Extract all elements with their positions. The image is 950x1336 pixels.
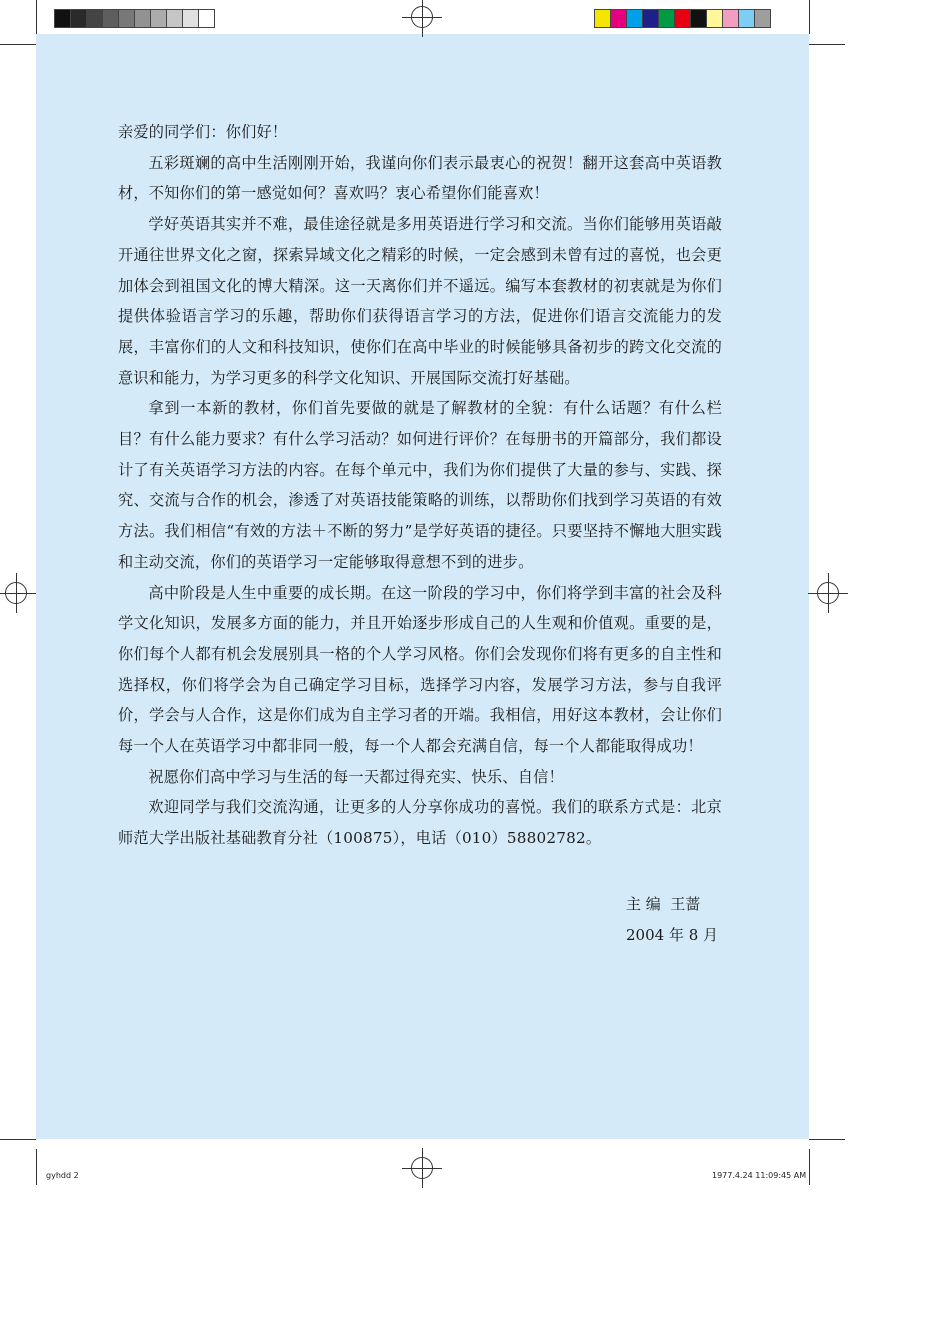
- crop-mark: [809, 1139, 845, 1140]
- editor-role: 主 编: [626, 895, 661, 913]
- color-calibration-bar: [594, 9, 770, 28]
- crop-mark: [809, 44, 845, 45]
- letter-date: 2004 年 8 月: [626, 926, 719, 944]
- color-swatch: [690, 9, 707, 28]
- gray-swatch: [102, 9, 119, 28]
- letter-paragraph: 五彩斑斓的高中生活刚刚开始，我谨向你们表示最衷心的祝贺！翻开这套高中英语教材，不知你们的第一感觉如何？喜欢吗？衷心希望你们能喜欢！: [118, 153, 722, 203]
- color-swatch: [610, 9, 627, 28]
- gray-swatch: [166, 9, 183, 28]
- registration-mark-icon: [5, 582, 27, 604]
- editor-name: 王蔷: [670, 895, 701, 913]
- print-slug-left: gyhdd 2: [46, 1171, 79, 1180]
- color-swatch: [738, 9, 755, 28]
- gray-swatch: [86, 9, 103, 28]
- letter-paragraph: 拿到一本新的教材，你们首先要做的就是了解教材的全貌：有什么话题？有什么栏目？有什么能力要求？有什么学习活动？如何进行评价？在每册书的开篇部分，我们都设计了有关英语学习方法的内容。在每个单元中，我们为你们提供了大量的参与、实践、探究、交流与合作的机会，渗透了对英语技能策略的训练，以帮助你们找到学习英语的有效方法。我们相信“有效的方法＋不断的努力”是学好英语的捷径。只要坚持不懈地大胆实践和主动交流，你们的英语学习一定能够取得意想不到的进步。: [118, 399, 722, 571]
- grayscale-calibration-bar: [54, 9, 214, 28]
- gray-swatch: [198, 9, 215, 28]
- registration-mark-icon: [411, 1157, 433, 1179]
- color-swatch: [642, 9, 659, 28]
- letter-paragraph: 学好英语其实并不难，最佳途径就是多用英语进行学习和交流。当你们能够用英语敲开通往世界文化之窗，探索异域文化之精彩的时候，一定会感到未曾有过的喜悦，也会更加体会到祖国文化的博大精深。这一天离你们并不遥远。编写本套教材的初衷就是为你们提供体验语言学习的乐趣，帮助你们获得语言学习的方法，促进你们语言交流能力的发展，丰富你们的人文和科技知识，使你们在高中毕业的时候能够具备初步的跨文化交流的意识和能力，为学习更多的科学文化知识、开展国际交流打好基础。: [118, 215, 722, 387]
- crop-mark: [36, 0, 37, 34]
- crop-mark: [809, 1149, 810, 1185]
- color-swatch: [626, 9, 643, 28]
- registration-mark-icon: [817, 582, 839, 604]
- color-swatch: [754, 9, 771, 28]
- letter-paragraph: 欢迎同学与我们交流沟通，让更多的人分享你成功的喜悦。我们的联系方式是：北京师范大学出版社基础教育分社（100875），电话（010）58802782。: [118, 798, 722, 848]
- color-swatch: [706, 9, 723, 28]
- crop-mark: [0, 44, 36, 45]
- letter-paragraph: 高中阶段是人生中重要的成长期。在这一阶段的学习中，你们将学到丰富的社会及科学文化知识，发展多方面的能力，并且开始逐步形成自己的人生观和价值观。重要的是，你们每个人都有机会发展别具一格的个人学习风格。你们会发现你们将有更多的自主性和选择权，你们将学会为自己确定学习目标，选择学习内容，发展学习方法，参与自我评价，学会与人合作，这是你们成为自主学习者的开端。我相信，用好这本教材，会让你们每一个人在英语学习中都非同一般，每一个人都会充满自信，每一个人都能取得成功！: [118, 583, 722, 756]
- gray-swatch: [134, 9, 151, 28]
- letter-signature: [626, 889, 718, 951]
- color-swatch: [674, 9, 691, 28]
- registration-mark-icon: [411, 6, 433, 28]
- letter-body: [118, 117, 722, 854]
- crop-mark: [0, 1139, 36, 1140]
- letter-greeting: 亲爱的同学们：你们好！: [118, 123, 288, 141]
- crop-mark: [809, 0, 810, 34]
- letter-paragraph: 祝愿你们高中学习与生活的每一天都过得充实、快乐、自信！: [148, 767, 564, 786]
- crop-mark: [36, 1149, 37, 1185]
- gray-swatch: [70, 9, 87, 28]
- gray-swatch: [118, 9, 135, 28]
- color-swatch: [722, 9, 739, 28]
- print-slug-right: 1977.4.24 11:09:45 AM: [712, 1171, 807, 1180]
- gray-swatch: [182, 9, 199, 28]
- color-swatch: [658, 9, 675, 28]
- gray-swatch: [150, 9, 167, 28]
- color-swatch: [594, 9, 611, 28]
- gray-swatch: [54, 9, 71, 28]
